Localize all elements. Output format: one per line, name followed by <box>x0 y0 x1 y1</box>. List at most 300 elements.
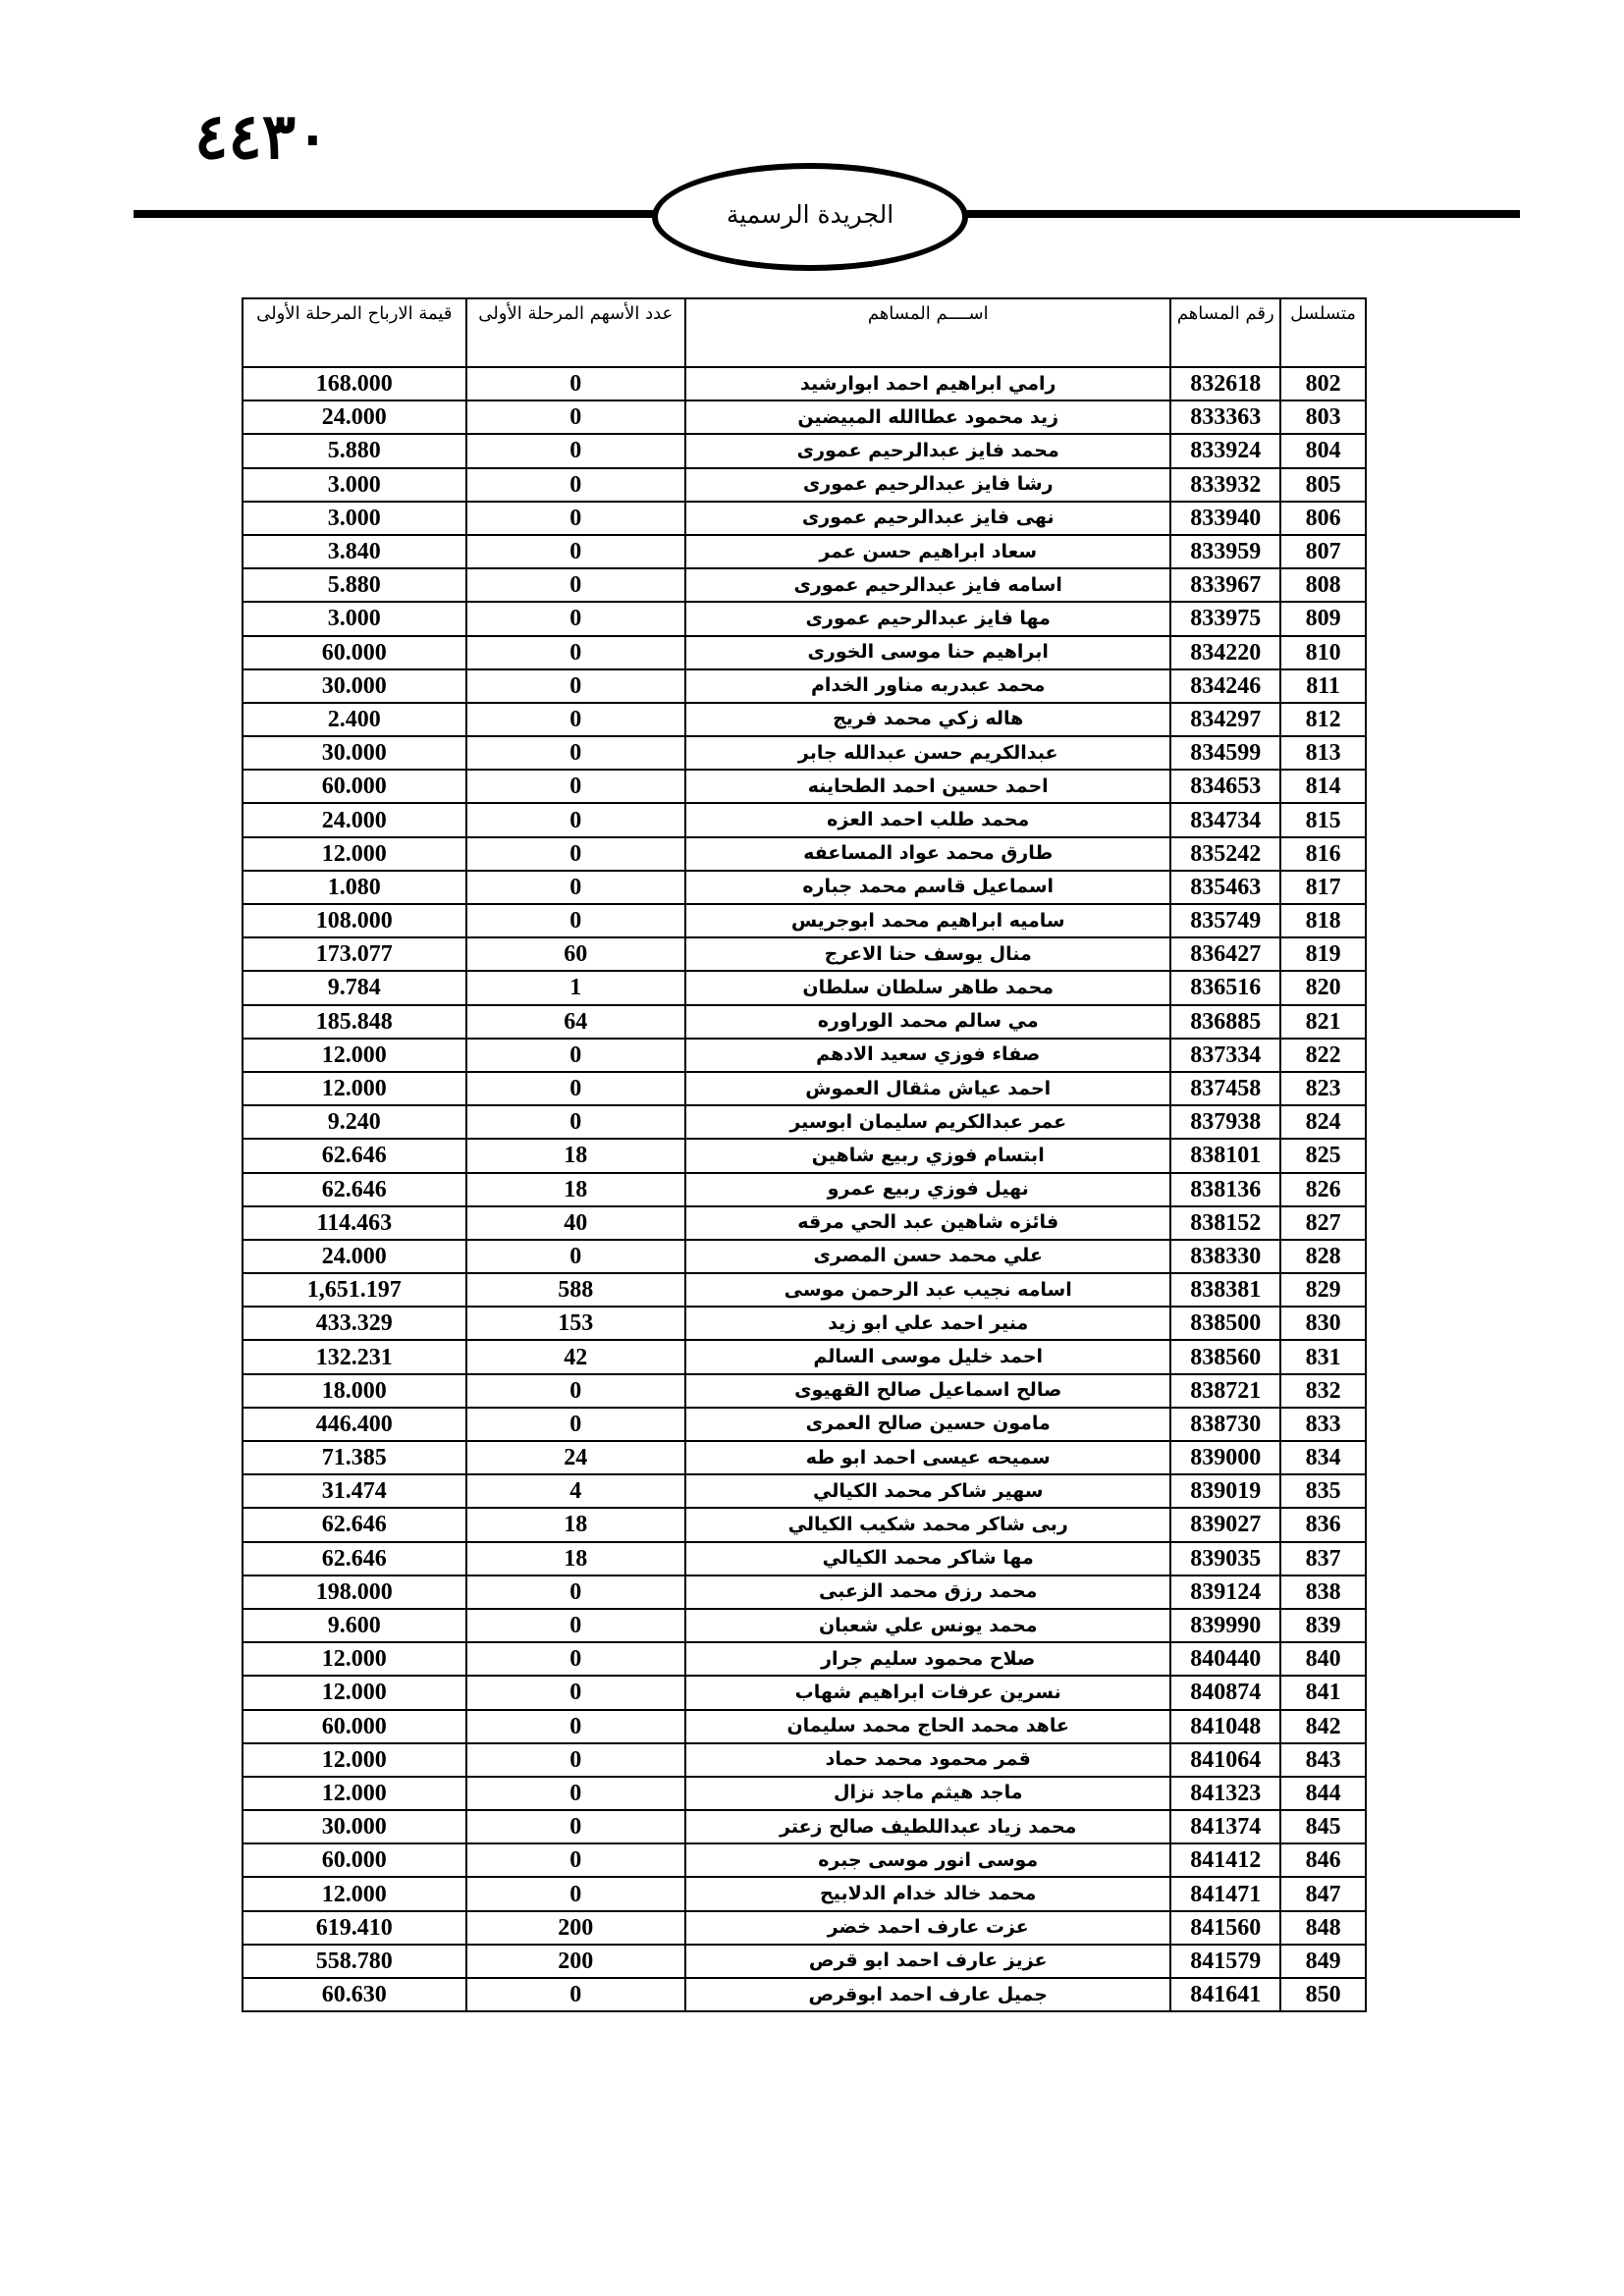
shareholder-name-cell: منال يوسف حنا الاعرج <box>685 937 1170 971</box>
shareholder-number-cell: 833975 <box>1170 602 1280 635</box>
table-row <box>243 837 1366 871</box>
shareholder-number-cell: 834297 <box>1170 703 1280 736</box>
table-body <box>243 367 1366 2011</box>
serial-cell: 810 <box>1280 636 1366 669</box>
profit-value-cell: 198.000 <box>243 1575 466 1609</box>
profit-value-cell: 12.000 <box>243 1877 466 1910</box>
profit-value-cell: 71.385 <box>243 1441 466 1474</box>
shares-count-cell: 0 <box>466 1039 685 1072</box>
shareholder-number-cell: 833940 <box>1170 502 1280 535</box>
shareholder-name-cell: سهير شاكر محمد الكيالي <box>685 1474 1170 1508</box>
shares-count-cell: 0 <box>466 468 685 502</box>
shareholder-name-cell: محمد طلب احمد العزه <box>685 803 1170 836</box>
shares-count-cell: 0 <box>466 736 685 770</box>
table-row <box>243 770 1366 803</box>
table-row <box>243 1978 1366 2011</box>
shareholder-number-cell: 834220 <box>1170 636 1280 669</box>
serial-cell: 815 <box>1280 803 1366 836</box>
serial-cell: 837 <box>1280 1542 1366 1575</box>
shares-count-cell: 0 <box>466 803 685 836</box>
profit-value-cell: 9.784 <box>243 971 466 1004</box>
profit-value-cell: 2.400 <box>243 703 466 736</box>
table-row <box>243 669 1366 703</box>
shareholder-number-cell: 836885 <box>1170 1005 1280 1039</box>
table-row <box>243 1542 1366 1575</box>
shareholder-number-cell: 839027 <box>1170 1508 1280 1541</box>
shareholder-number-cell: 833363 <box>1170 400 1280 434</box>
shareholder-name-cell: منير احمد علي ابو زيد <box>685 1307 1170 1340</box>
shares-count-cell: 0 <box>466 535 685 568</box>
serial-cell: 848 <box>1280 1911 1366 1945</box>
table-row <box>243 636 1366 669</box>
shareholder-number-cell: 834599 <box>1170 736 1280 770</box>
serial-cell: 829 <box>1280 1273 1366 1307</box>
shareholder-name-cell: اسامه فايز عبدالرحيم عمورى <box>685 568 1170 602</box>
shareholder-number-cell: 839000 <box>1170 1441 1280 1474</box>
shares-count-cell: 0 <box>466 1810 685 1843</box>
serial-cell: 824 <box>1280 1105 1366 1139</box>
shareholder-name-cell: عمر عبدالكريم سليمان ابوسير <box>685 1105 1170 1139</box>
shareholder-number-cell: 835749 <box>1170 904 1280 937</box>
profit-value-cell: 18.000 <box>243 1374 466 1408</box>
shareholder-number-cell: 834246 <box>1170 669 1280 703</box>
table-row <box>243 1743 1366 1777</box>
shareholder-number-cell: 834734 <box>1170 803 1280 836</box>
shares-count-cell: 18 <box>466 1139 685 1172</box>
shareholder-name-cell: جميل عارف احمد ابوقرص <box>685 1978 1170 2011</box>
profit-value-cell: 62.646 <box>243 1139 466 1172</box>
profit-value-cell: 24.000 <box>243 803 466 836</box>
shareholder-name-cell: عزيز عارف احمد ابو قرص <box>685 1945 1170 1978</box>
shareholder-name-cell: قمر محمود محمد حماد <box>685 1743 1170 1777</box>
serial-cell: 834 <box>1280 1441 1366 1474</box>
table-row <box>243 1575 1366 1609</box>
profit-value-cell: 12.000 <box>243 1777 466 1810</box>
shares-count-cell: 0 <box>466 502 685 535</box>
table-row <box>243 937 1366 971</box>
serial-cell: 827 <box>1280 1206 1366 1240</box>
shareholder-name-cell: عاهد محمد الحاج محمد سليمان <box>685 1710 1170 1743</box>
profit-value-cell: 12.000 <box>243 1743 466 1777</box>
shareholder-number-cell: 841560 <box>1170 1911 1280 1945</box>
profit-value-cell: 30.000 <box>243 669 466 703</box>
table-row <box>243 1173 1366 1206</box>
header-shareholder-name: اســــم المساهم <box>685 298 1170 367</box>
shareholder-name-cell: صالح اسماعيل صالح القهيوى <box>685 1374 1170 1408</box>
table-row <box>243 468 1366 502</box>
table-row <box>243 971 1366 1004</box>
shareholder-name-cell: نهيل فوزي ربيع عمرو <box>685 1173 1170 1206</box>
profit-value-cell: 108.000 <box>243 904 466 937</box>
shares-count-cell: 0 <box>466 1240 685 1273</box>
shareholder-number-cell: 838101 <box>1170 1139 1280 1172</box>
table-row <box>243 568 1366 602</box>
table-row <box>243 703 1366 736</box>
shares-count-cell: 18 <box>466 1542 685 1575</box>
shares-count-cell: 0 <box>466 770 685 803</box>
shareholder-name-cell: زيد محمود عطاالله المبيضين <box>685 400 1170 434</box>
profit-value-cell: 1.080 <box>243 871 466 904</box>
serial-cell: 841 <box>1280 1676 1366 1709</box>
serial-cell: 817 <box>1280 871 1366 904</box>
profit-value-cell: 12.000 <box>243 1072 466 1105</box>
profit-value-cell: 24.000 <box>243 1240 466 1273</box>
profit-value-cell: 12.000 <box>243 1676 466 1709</box>
shares-count-cell: 0 <box>466 669 685 703</box>
profit-value-cell: 433.329 <box>243 1307 466 1340</box>
shareholder-name-cell: نهى فايز عبدالرحيم عمورى <box>685 502 1170 535</box>
serial-cell: 830 <box>1280 1307 1366 1340</box>
serial-cell: 822 <box>1280 1039 1366 1072</box>
shares-count-cell: 0 <box>466 434 685 467</box>
shares-count-cell: 42 <box>466 1340 685 1373</box>
profit-value-cell: 60.000 <box>243 1710 466 1743</box>
shares-count-cell: 0 <box>466 400 685 434</box>
profit-value-cell: 1,651.197 <box>243 1273 466 1307</box>
shareholder-name-cell: محمد يونس علي شعبان <box>685 1609 1170 1642</box>
profit-value-cell: 12.000 <box>243 837 466 871</box>
shareholder-number-cell: 833932 <box>1170 468 1280 502</box>
shareholder-number-cell: 841641 <box>1170 1978 1280 2011</box>
serial-cell: 840 <box>1280 1642 1366 1676</box>
profit-value-cell: 24.000 <box>243 400 466 434</box>
profit-value-cell: 9.600 <box>243 1609 466 1642</box>
shareholder-name-cell: ساميه ابراهيم محمد ابوجريس <box>685 904 1170 937</box>
serial-cell: 811 <box>1280 669 1366 703</box>
shareholder-number-cell: 838721 <box>1170 1374 1280 1408</box>
profit-value-cell: 5.880 <box>243 568 466 602</box>
profit-value-cell: 132.231 <box>243 1340 466 1373</box>
table-header-row <box>243 298 1366 367</box>
shares-count-cell: 0 <box>466 1978 685 2011</box>
shareholder-number-cell: 838500 <box>1170 1307 1280 1340</box>
serial-cell: 823 <box>1280 1072 1366 1105</box>
table-row <box>243 1206 1366 1240</box>
shareholders-table <box>242 297 1367 2012</box>
shareholder-name-cell: محمد خالد خدام الدلابيح <box>685 1877 1170 1910</box>
shareholder-name-cell: طارق محمد عواد المساعفه <box>685 837 1170 871</box>
table-row <box>243 1877 1366 1910</box>
shareholder-number-cell: 836516 <box>1170 971 1280 1004</box>
table-row <box>243 1777 1366 1810</box>
shareholder-name-cell: محمد فايز عبدالرحيم عمورى <box>685 434 1170 467</box>
shares-count-cell: 0 <box>466 1676 685 1709</box>
serial-cell: 842 <box>1280 1710 1366 1743</box>
profit-value-cell: 62.646 <box>243 1508 466 1541</box>
serial-cell: 833 <box>1280 1408 1366 1441</box>
profit-value-cell: 9.240 <box>243 1105 466 1139</box>
shareholder-number-cell: 838152 <box>1170 1206 1280 1240</box>
shareholder-number-cell: 841374 <box>1170 1810 1280 1843</box>
header-shareholder-number: رقم المساهم <box>1170 298 1280 367</box>
shareholder-number-cell: 837334 <box>1170 1039 1280 1072</box>
serial-cell: 802 <box>1280 367 1366 400</box>
shareholder-number-cell: 838381 <box>1170 1273 1280 1307</box>
shares-count-cell: 0 <box>466 1105 685 1139</box>
profit-value-cell: 12.000 <box>243 1642 466 1676</box>
profit-value-cell: 30.000 <box>243 736 466 770</box>
shares-count-cell: 0 <box>466 1575 685 1609</box>
shareholder-name-cell: احمد عياش مثقال العموش <box>685 1072 1170 1105</box>
table-row <box>243 1240 1366 1273</box>
serial-cell: 806 <box>1280 502 1366 535</box>
table-row <box>243 1072 1366 1105</box>
serial-cell: 850 <box>1280 1978 1366 2011</box>
shareholder-name-cell: ابتسام فوزي ربيع شاهين <box>685 1139 1170 1172</box>
shareholder-number-cell: 833967 <box>1170 568 1280 602</box>
serial-cell: 819 <box>1280 937 1366 971</box>
shares-count-cell: 0 <box>466 602 685 635</box>
shareholder-number-cell: 839035 <box>1170 1542 1280 1575</box>
shares-count-cell: 24 <box>466 1441 685 1474</box>
profit-value-cell: 3.840 <box>243 535 466 568</box>
shareholder-number-cell: 839990 <box>1170 1609 1280 1642</box>
shares-count-cell: 4 <box>466 1474 685 1508</box>
table-row <box>243 1340 1366 1373</box>
profit-value-cell: 3.000 <box>243 468 466 502</box>
shares-count-cell: 0 <box>466 1743 685 1777</box>
table-row <box>243 434 1366 467</box>
serial-cell: 828 <box>1280 1240 1366 1273</box>
shareholder-number-cell: 838136 <box>1170 1173 1280 1206</box>
shareholder-name-cell: محمد عبدربه مناور الخدام <box>685 669 1170 703</box>
shares-count-cell: 153 <box>466 1307 685 1340</box>
profit-value-cell: 114.463 <box>243 1206 466 1240</box>
table-row <box>243 1005 1366 1039</box>
shareholder-name-cell: اسماعيل قاسم محمد جباره <box>685 871 1170 904</box>
serial-cell: 818 <box>1280 904 1366 937</box>
profit-value-cell: 558.780 <box>243 1945 466 1978</box>
serial-cell: 846 <box>1280 1843 1366 1877</box>
header-title-badge <box>652 163 968 271</box>
table-row <box>243 1307 1366 1340</box>
shareholder-number-cell: 841048 <box>1170 1710 1280 1743</box>
table-row <box>243 904 1366 937</box>
serial-cell: 835 <box>1280 1474 1366 1508</box>
shareholder-number-cell: 841471 <box>1170 1877 1280 1910</box>
profit-value-cell: 62.646 <box>243 1542 466 1575</box>
profit-value-cell: 62.646 <box>243 1173 466 1206</box>
shareholder-number-cell: 839019 <box>1170 1474 1280 1508</box>
profit-value-cell: 60.000 <box>243 1843 466 1877</box>
serial-cell: 821 <box>1280 1005 1366 1039</box>
table-row <box>243 1474 1366 1508</box>
table-row <box>243 1105 1366 1139</box>
shareholder-name-cell: مها شاكر محمد الكيالي <box>685 1542 1170 1575</box>
serial-cell: 816 <box>1280 837 1366 871</box>
serial-cell: 825 <box>1280 1139 1366 1172</box>
shares-count-cell: 0 <box>466 1710 685 1743</box>
serial-cell: 812 <box>1280 703 1366 736</box>
shareholder-name-cell: ربى شاكر محمد شكيب الكيالي <box>685 1508 1170 1541</box>
shareholder-number-cell: 839124 <box>1170 1575 1280 1609</box>
table-row <box>243 1945 1366 1978</box>
profit-value-cell: 168.000 <box>243 367 466 400</box>
shareholder-number-cell: 840874 <box>1170 1676 1280 1709</box>
table-row <box>243 535 1366 568</box>
table-row <box>243 1609 1366 1642</box>
table-row <box>243 736 1366 770</box>
profit-value-cell: 185.848 <box>243 1005 466 1039</box>
shares-count-cell: 200 <box>466 1945 685 1978</box>
table-row <box>243 400 1366 434</box>
shareholder-name-cell: هاله زكي محمد فريج <box>685 703 1170 736</box>
profit-value-cell: 31.474 <box>243 1474 466 1508</box>
shareholder-name-cell: صلاح محمود سليم جرار <box>685 1642 1170 1676</box>
table-row <box>243 1374 1366 1408</box>
shareholder-name-cell: رشا فايز عبدالرحيم عمورى <box>685 468 1170 502</box>
serial-cell: 807 <box>1280 535 1366 568</box>
shareholder-name-cell: فائزه شاهين عبد الحي مرقه <box>685 1206 1170 1240</box>
shareholder-name-cell: رامي ابراهيم احمد ابوارشيد <box>685 367 1170 400</box>
shares-count-cell: 0 <box>466 904 685 937</box>
serial-cell: 832 <box>1280 1374 1366 1408</box>
serial-cell: 843 <box>1280 1743 1366 1777</box>
serial-cell: 805 <box>1280 468 1366 502</box>
serial-cell: 844 <box>1280 1777 1366 1810</box>
table-row <box>243 1676 1366 1709</box>
shareholder-name-cell: عبدالكريم حسن عبدالله جابر <box>685 736 1170 770</box>
shareholder-name-cell: علي محمد حسن المصرى <box>685 1240 1170 1273</box>
shareholder-number-cell: 836427 <box>1170 937 1280 971</box>
shares-count-cell: 0 <box>466 1408 685 1441</box>
table-row <box>243 502 1366 535</box>
shares-count-cell: 0 <box>466 1642 685 1676</box>
shareholder-number-cell: 838560 <box>1170 1340 1280 1373</box>
shareholder-name-cell: محمد زياد عبداللطيف صالح زعتر <box>685 1810 1170 1843</box>
serial-cell: 809 <box>1280 602 1366 635</box>
shareholder-name-cell: سعاد ابراهيم حسن عمر <box>685 535 1170 568</box>
table-row <box>243 1508 1366 1541</box>
page-number: ٤٤٣٠ <box>194 102 330 172</box>
header-serial: متسلسل <box>1280 298 1366 367</box>
table-row <box>243 1642 1366 1676</box>
shares-count-cell: 0 <box>466 1877 685 1910</box>
table-row <box>243 367 1366 400</box>
profit-value-cell: 173.077 <box>243 937 466 971</box>
shareholder-name-cell: مها فايز عبدالرحيم عمورى <box>685 602 1170 635</box>
table-row <box>243 871 1366 904</box>
shareholder-name-cell: مي سالم محمد الوراوره <box>685 1005 1170 1039</box>
shares-count-cell: 0 <box>466 1609 685 1642</box>
profit-value-cell: 60.630 <box>243 1978 466 2011</box>
shares-count-cell: 18 <box>466 1508 685 1541</box>
shareholder-number-cell: 835463 <box>1170 871 1280 904</box>
header-shares-count: عدد الأسهم المرحلة الأولى <box>466 298 685 367</box>
shares-count-cell: 0 <box>466 1374 685 1408</box>
shares-count-cell: 0 <box>466 1777 685 1810</box>
shareholder-name-cell: مامون حسين صالح العمرى <box>685 1408 1170 1441</box>
profit-value-cell: 12.000 <box>243 1039 466 1072</box>
shareholder-number-cell: 840440 <box>1170 1642 1280 1676</box>
serial-cell: 808 <box>1280 568 1366 602</box>
shares-count-cell: 1 <box>466 971 685 1004</box>
serial-cell: 845 <box>1280 1810 1366 1843</box>
shares-count-cell: 0 <box>466 1072 685 1105</box>
shareholder-name-cell: ابراهيم حنا موسى الخورى <box>685 636 1170 669</box>
shareholder-number-cell: 841412 <box>1170 1843 1280 1877</box>
shareholder-name-cell: احمد حسين احمد الطحاينه <box>685 770 1170 803</box>
table-row <box>243 1139 1366 1172</box>
profit-value-cell: 3.000 <box>243 502 466 535</box>
serial-cell: 813 <box>1280 736 1366 770</box>
table-row <box>243 1710 1366 1743</box>
profit-value-cell: 3.000 <box>243 602 466 635</box>
shareholder-number-cell: 841064 <box>1170 1743 1280 1777</box>
shareholder-name-cell: اسامه نجيب عبد الرحمن موسى <box>685 1273 1170 1307</box>
shares-count-cell: 0 <box>466 636 685 669</box>
shares-count-cell: 0 <box>466 1843 685 1877</box>
shareholder-number-cell: 834653 <box>1170 770 1280 803</box>
shareholder-name-cell: احمد خليل موسى السالم <box>685 1340 1170 1373</box>
shareholder-name-cell: محمد رزق محمد الزعبى <box>685 1575 1170 1609</box>
serial-cell: 849 <box>1280 1945 1366 1978</box>
table-row <box>243 1273 1366 1307</box>
serial-cell: 847 <box>1280 1877 1366 1910</box>
serial-cell: 820 <box>1280 971 1366 1004</box>
serial-cell: 831 <box>1280 1340 1366 1373</box>
header-title: الجريدة الرسمية <box>726 199 894 229</box>
shares-count-cell: 0 <box>466 871 685 904</box>
shares-count-cell: 18 <box>466 1173 685 1206</box>
profit-value-cell: 5.880 <box>243 434 466 467</box>
table-row <box>243 803 1366 836</box>
shareholder-name-cell: محمد طاهر سلطان سلطان <box>685 971 1170 1004</box>
shareholder-number-cell: 841579 <box>1170 1945 1280 1978</box>
shareholder-number-cell: 841323 <box>1170 1777 1280 1810</box>
serial-cell: 814 <box>1280 770 1366 803</box>
serial-cell: 838 <box>1280 1575 1366 1609</box>
shares-count-cell: 64 <box>466 1005 685 1039</box>
profit-value-cell: 30.000 <box>243 1810 466 1843</box>
shareholder-number-cell: 838730 <box>1170 1408 1280 1441</box>
shares-count-cell: 40 <box>466 1206 685 1240</box>
header-profit-value: قيمة الارباح المرحلة الأولى <box>243 298 466 367</box>
shareholder-name-cell: نسرين عرفات ابراهيم شهاب <box>685 1676 1170 1709</box>
shares-count-cell: 0 <box>466 703 685 736</box>
table-row <box>243 602 1366 635</box>
serial-cell: 826 <box>1280 1173 1366 1206</box>
table-row <box>243 1441 1366 1474</box>
shares-count-cell: 0 <box>466 367 685 400</box>
serial-cell: 839 <box>1280 1609 1366 1642</box>
shares-count-cell: 0 <box>466 568 685 602</box>
table-row <box>243 1039 1366 1072</box>
shares-count-cell: 0 <box>466 837 685 871</box>
shareholder-number-cell: 833924 <box>1170 434 1280 467</box>
profit-value-cell: 619.410 <box>243 1911 466 1945</box>
shareholder-number-cell: 833959 <box>1170 535 1280 568</box>
shareholder-number-cell: 837458 <box>1170 1072 1280 1105</box>
shareholder-number-cell: 832618 <box>1170 367 1280 400</box>
table-row <box>243 1843 1366 1877</box>
shares-count-cell: 60 <box>466 937 685 971</box>
table-row <box>243 1911 1366 1945</box>
profit-value-cell: 60.000 <box>243 770 466 803</box>
shares-count-cell: 588 <box>466 1273 685 1307</box>
profit-value-cell: 446.400 <box>243 1408 466 1441</box>
table-row <box>243 1408 1366 1441</box>
shareholder-name-cell: عزت عارف احمد خضر <box>685 1911 1170 1945</box>
shareholder-number-cell: 835242 <box>1170 837 1280 871</box>
shareholder-name-cell: ماجد هيثم ماجد نزال <box>685 1777 1170 1810</box>
shareholder-number-cell: 838330 <box>1170 1240 1280 1273</box>
serial-cell: 836 <box>1280 1508 1366 1541</box>
shareholder-name-cell: سميحه عيسى احمد ابو طه <box>685 1441 1170 1474</box>
shares-count-cell: 200 <box>466 1911 685 1945</box>
serial-cell: 803 <box>1280 400 1366 434</box>
serial-cell: 804 <box>1280 434 1366 467</box>
